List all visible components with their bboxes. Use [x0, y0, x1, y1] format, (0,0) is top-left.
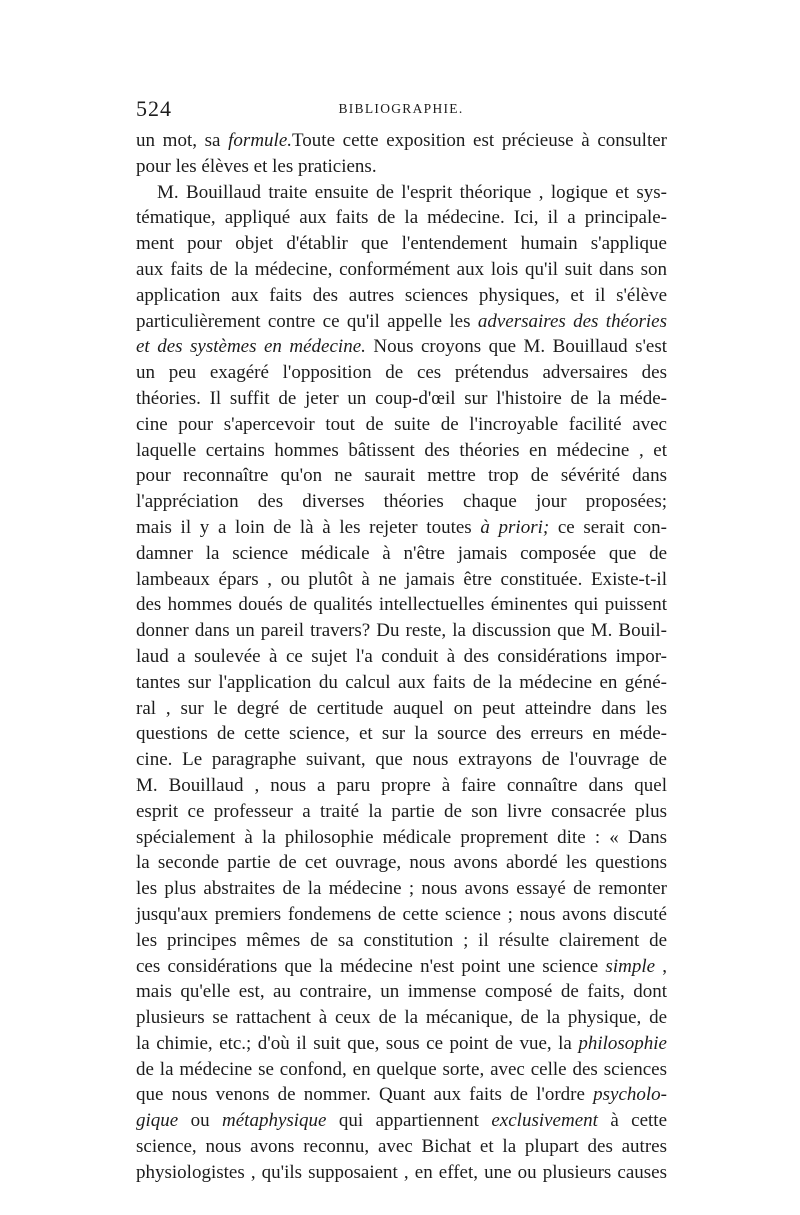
- text-line: des hommes doués de qualités intellectuelles éminentes qui puissent: [136, 594, 667, 616]
- text-line: jusqu'aux premiers fondemens de cette science ; nous avons discuté: [136, 903, 667, 925]
- text-line: damner la science médicale à n'être jamais composée que de: [136, 542, 667, 564]
- body-text: [136, 128, 667, 1186]
- text-line: les principes mêmes de sa constitution ; il résulte clairement de: [136, 929, 667, 951]
- text-line: [136, 128, 667, 154]
- page-number: 524: [136, 96, 172, 121]
- text-line: ment pour objet d'établir que l'entendement humain s'applique: [136, 233, 667, 255]
- italic-span: formule.: [228, 130, 293, 151]
- text-span: Toute cette exposition est précieuse à consulter: [292, 130, 667, 151]
- text-line: pour reconnaître qu'on ne saurait mettre trop de sévérité dans: [136, 465, 667, 487]
- italic-span: métaphysique: [222, 1110, 327, 1132]
- text-line: lambeaux épars , ou plutôt à ne jamais être constituée. Existe-t-il: [136, 568, 667, 590]
- text-span: la chimie, etc.; d'où il suit que, sous ce point de vue, la: [136, 1032, 579, 1054]
- text-span: ce serait con-: [549, 516, 667, 538]
- text-line: [136, 1082, 667, 1108]
- text-line: de la médecine se confond, en quelque sorte, avec celle des sciences: [136, 1058, 667, 1080]
- text-line: [136, 954, 667, 980]
- page-header: [136, 96, 666, 126]
- text-line: un peu exagéré l'opposition de ces prétendus adversaires des: [136, 362, 667, 384]
- text-line: laud a soulevée à ce sujet l'a conduit à des considérations impor-: [136, 645, 667, 667]
- italic-span: à priori;: [480, 516, 550, 538]
- text-span: ,: [655, 955, 668, 977]
- text-span: ou: [178, 1110, 223, 1132]
- running-title: BIBLIOGRAPHIE.: [338, 101, 464, 116]
- text-line: laquelle certains hommes bâtissent des théories en médecine , et: [136, 439, 667, 461]
- text-line: physiologistes , qu'ils supposaient , en effet, une ou plusieurs causes: [136, 1161, 667, 1183]
- text-span: particulièrement contre ce qu'il appelle les: [136, 310, 478, 332]
- text-span: Nous croyons que M. Bouillaud s'est: [365, 336, 667, 358]
- text-line: pour les élèves et les praticiens.: [136, 155, 377, 177]
- text-line: application aux faits des autres sciences physiques, et il s'élève: [136, 284, 667, 306]
- text-line: aux faits de la médecine, conformément aux lois qu'il suit dans son: [136, 258, 667, 280]
- text-line: plusieurs se rattachent à ceux de la mécanique, de la physique, de: [136, 1007, 667, 1029]
- italic-span: psycholo-: [593, 1084, 667, 1106]
- italic-span: et des systèmes en médecine.: [136, 336, 366, 358]
- text-line: théories. Il suffit de jeter un coup-d'œil sur l'histoire de la méde-: [136, 387, 667, 409]
- text-line: M. Bouillaud , nous a paru propre à faire connaître dans quel: [136, 774, 667, 796]
- text-line: spécialement à la philosophie médicale proprement dite : « Dans: [136, 826, 667, 848]
- text-span: que nous venons de nommer. Quant aux faits de l'ordre: [136, 1084, 594, 1106]
- text-line: ral , sur le degré de certitude auquel on peut atteindre dans les: [136, 697, 667, 719]
- text-span: ces considérations que la médecine n'est point une science: [136, 955, 606, 977]
- text-line: esprit ce professeur a traité la partie de son livre consacrée plus: [136, 800, 667, 822]
- text-line: cine pour s'apercevoir tout de suite de l'incroyable facilité avec: [136, 413, 667, 435]
- italic-span: gique: [136, 1110, 179, 1132]
- text-line: l'appréciation des diverses théories chaque jour proposées;: [136, 491, 667, 513]
- text-line: questions de cette science, et sur la source des erreurs en méde-: [136, 723, 667, 745]
- text-span: un mot, sa: [136, 130, 229, 151]
- text-line: M. Bouillaud traite ensuite de l'esprit théorique , logique et sys-: [157, 181, 667, 203]
- text-line: [136, 334, 667, 360]
- italic-span: adversaires des théories: [477, 310, 667, 332]
- text-line: les plus abstraites de la médecine ; nous avons essayé de remonter: [136, 878, 667, 900]
- text-line: mais qu'elle est, au contraire, un immense composé de faits, dont: [136, 981, 667, 1003]
- text-line: la seconde partie de cet ouvrage, nous avons abordé les questions: [136, 852, 667, 874]
- italic-span: philosophie: [578, 1032, 667, 1054]
- text-span: qui appartiennent: [326, 1110, 492, 1132]
- text-line: science, nous avons reconnu, avec Bichat et la plupart des autres: [136, 1136, 667, 1158]
- text-span: à cette: [597, 1110, 667, 1132]
- text-line: donner dans un pareil travers? Du reste, la discussion que M. Bouil-: [136, 620, 667, 642]
- italic-span: simple: [605, 955, 656, 977]
- text-span: mais il y a loin de là à les rejeter toutes: [136, 516, 481, 538]
- text-line: cine. Le paragraphe suivant, que nous extrayons de l'ouvrage de: [136, 749, 667, 771]
- text-line: [136, 309, 667, 335]
- text-line: [136, 1108, 667, 1134]
- text-line: [136, 1031, 667, 1057]
- text-line: tématique, appliqué aux faits de la médecine. Ici, il a principale-: [136, 207, 667, 229]
- text-line: [136, 515, 667, 541]
- text-line: tantes sur l'application du calcul aux faits de la médecine en géné-: [136, 671, 667, 693]
- italic-span: exclusivement: [491, 1110, 598, 1132]
